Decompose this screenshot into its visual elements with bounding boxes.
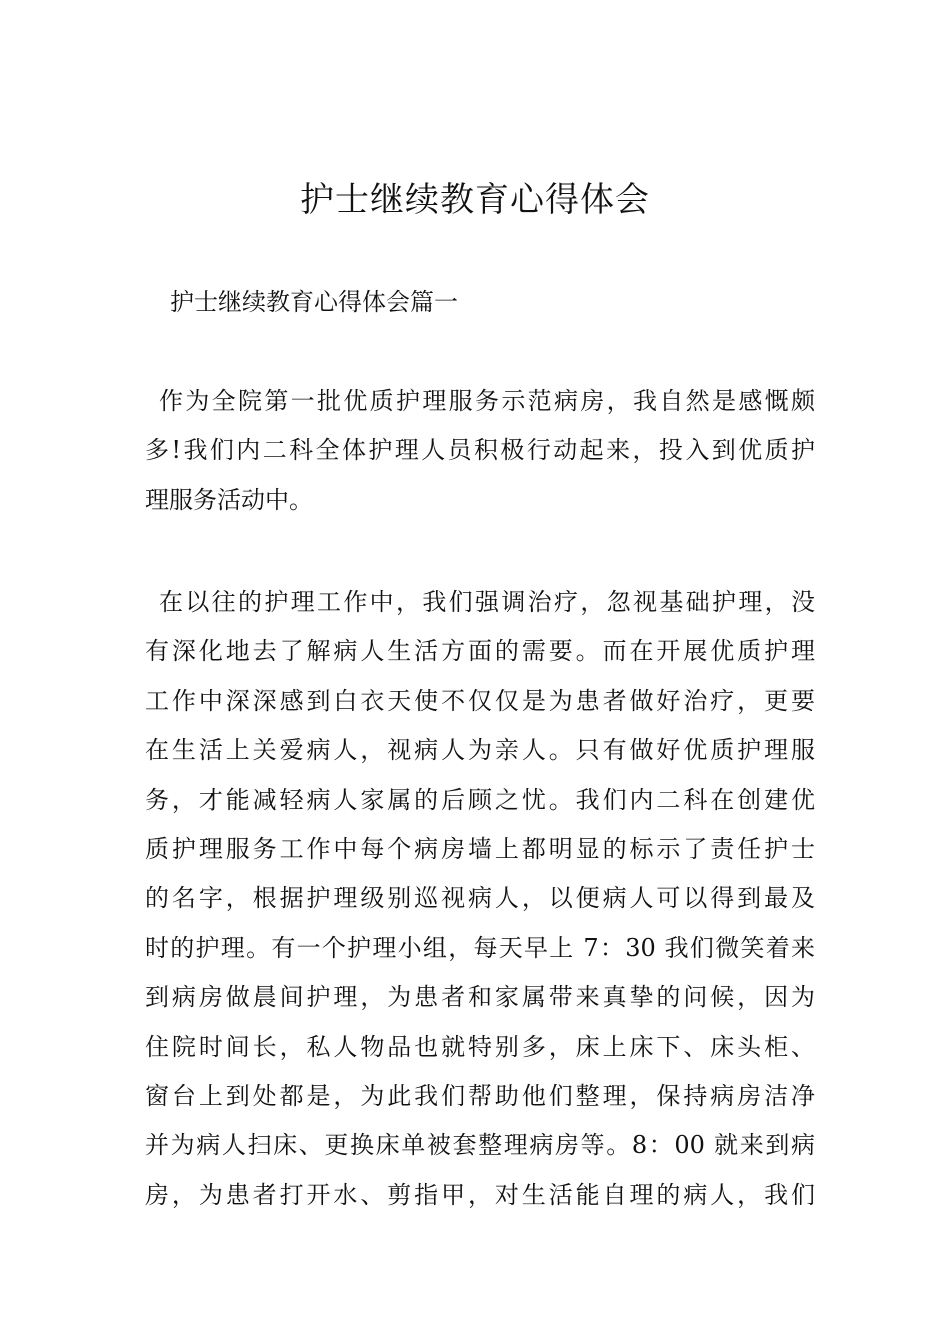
paragraph-line: 时的护理。有一个护理小组，每天早上 7：30 我们微笑着来: [145, 933, 815, 962]
paragraph-line: 到病房做晨间护理，为患者和家属带来真挚的问候，因为: [145, 983, 815, 1012]
paragraph-line: 的名字，根据护理级别巡视病人，以便病人可以得到最及: [145, 884, 815, 913]
paragraph-line: [145, 1220, 815, 1269]
paragraph-line: 窗台上到处都是，为此我们帮助他们整理，保持病房洁净: [145, 1081, 815, 1110]
document-title: 护士继续教育心得体会: [300, 180, 650, 220]
paragraph-line: 理服务活动中。: [145, 485, 313, 514]
paragraph-line: 住院时间长，私人物品也就特别多，床上床下、床头柜、: [145, 1032, 815, 1061]
paragraph-1: [145, 377, 815, 525]
paragraph-line: 质护理服务工作中每个病房墙上都明显的标示了责任护士: [145, 834, 815, 863]
paragraph-line: 务，才能减轻病人家属的后顾之忧。我们内二科在创建优: [145, 785, 815, 814]
paragraph-line: 工作中深深感到白衣天使不仅仅是为患者做好治疗，更要: [145, 686, 815, 715]
paragraph-line: 房，为患者打开水、剪指甲，对生活能自理的病人，我们: [145, 1180, 815, 1209]
paragraph-2: [145, 578, 815, 1269]
section-heading: 护士继续教育心得体会篇一: [170, 288, 458, 316]
paragraph-line: 在以往的护理工作中，我们强调治疗，忽视基础护理，没: [159, 588, 815, 616]
paragraph-line: 在生活上关爱病人，视病人为亲人。只有做好优质护理服: [145, 736, 815, 765]
paragraph-line: 并为病人扫床、更换床单被套整理病房等。8：00 就来到病: [145, 1131, 815, 1160]
paragraph-line: 多!我们内二科全体护理人员积极行动起来，投入到优质护: [145, 436, 815, 465]
paragraph-line: 作为全院第一批优质护理服务示范病房，我自然是感慨颇: [159, 387, 815, 415]
paragraph-line: 有深化地去了解病人生活方面的需要。而在开展优质护理: [145, 637, 815, 666]
